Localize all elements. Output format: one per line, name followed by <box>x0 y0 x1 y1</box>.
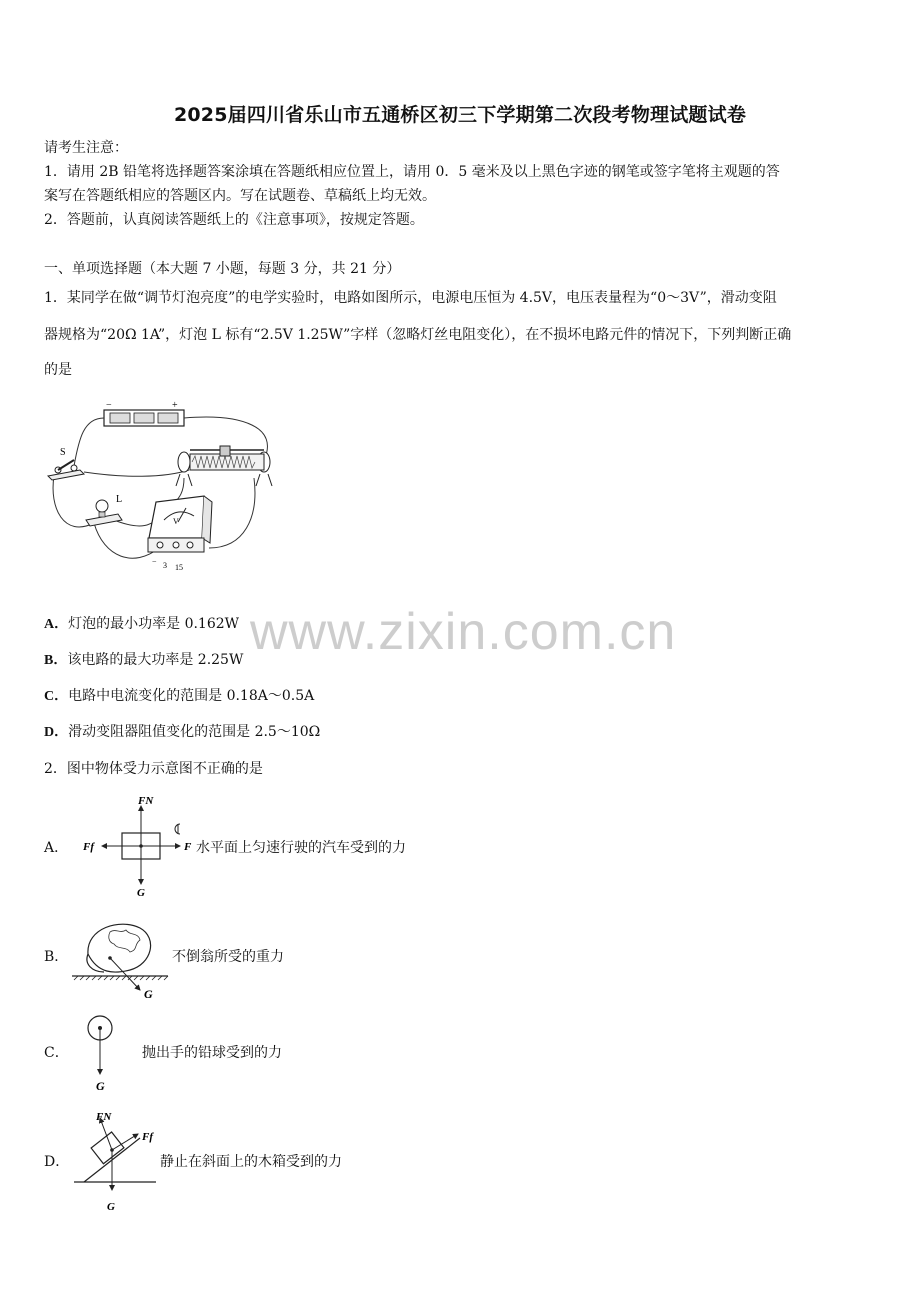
q2-option-d-letter: D． <box>44 1154 70 1170</box>
label-ff: Ff <box>83 841 94 853</box>
q1-option-d-letter: D． <box>44 725 69 740</box>
q2-option-a-text: 水平面上匀速行驶的汽车受到的力 <box>196 840 406 856</box>
force-diagram-car <box>80 792 200 900</box>
q2-option-c-text: 抛出手的铅球受到的力 <box>142 1045 282 1061</box>
watermark: www.zixin.com.cn <box>250 603 677 661</box>
q1-option-a-text: 灯泡的最小功率是 0.162W <box>68 616 240 632</box>
q1-stem-line-1: 1．某同学在做“调节灯泡亮度”的电学实验时，电路如图所示，电源电压恒为 4.5V，电压表量程为“0～3V”，滑动变阻 <box>44 290 777 306</box>
label-f: F <box>184 841 192 853</box>
document-title: 2025届四川省乐山市五通桥区初三下学期第二次段考物理试题试卷 <box>173 104 747 126</box>
label-fn-incline: FN <box>96 1111 112 1123</box>
label-ff-incline: Ff <box>142 1131 153 1143</box>
switch-label: S <box>60 447 66 458</box>
notice-item-1-line-2: 案写在答题纸相应的答题区内。写在试题卷、草稿纸上均无效。 <box>44 188 436 204</box>
q1-option-b-text: 该电路的最大功率是 2.25W <box>67 652 244 668</box>
label-g: G <box>137 887 145 899</box>
q1-option-a <box>44 612 239 637</box>
q1-stem-line-2: 器规格为“20Ω 1A”，灯泡 L 标有“2.5V 1.25W”字样（忽略灯丝电阻变化），在不损坏电路元件的情况下，下列判断正确 <box>44 327 792 343</box>
q1-option-c-text: 电路中电流变化的范围是 0.18A～0.5A <box>68 688 315 704</box>
notice-item-1-line-1: 1．请用 2B 铅笔将选择题答案涂填在答题纸相应位置上，请用 0．5 毫米及以上黑色字迹的钢笔或签字笔将主观题的答 <box>44 164 780 180</box>
q2-option-b-text: 不倒翁所受的重力 <box>172 949 284 965</box>
label-g-incline: G <box>107 1201 115 1213</box>
force-diagram-tumbler <box>70 914 172 1004</box>
lamp-label: L <box>116 494 123 505</box>
label-g-tumbler: G <box>144 987 153 1001</box>
terminal-3-label: 3 <box>163 561 167 570</box>
q2-option-a-letter: A． <box>44 840 69 856</box>
voltmeter-v-label: V <box>173 517 179 526</box>
switch-icon <box>48 460 84 480</box>
battery-plus-label: + <box>172 400 178 411</box>
q1-option-d-text: 滑动变阻器阻值变化的范围是 2.5～10Ω <box>68 724 321 740</box>
q1-option-b-letter: B． <box>44 653 68 668</box>
force-diagram-incline-box <box>70 1106 160 1214</box>
battery-icon <box>104 410 184 426</box>
q2-stem: 2．图中物体受力示意图不正确的是 <box>44 761 263 777</box>
battery-minus-label: − <box>106 400 112 411</box>
q2-option-c-letter: C． <box>44 1045 69 1061</box>
q2-option-b-letter: B． <box>44 949 69 965</box>
notice-heading: 请考生注意： <box>44 140 128 156</box>
label-g-shot: G <box>96 1079 105 1093</box>
terminal-minus-label: − <box>152 557 157 566</box>
section-heading: 一、单项选择题（本大题 7 小题，每题 3 分，共 21 分） <box>44 261 401 277</box>
q1-option-b <box>44 648 243 673</box>
rheostat-icon <box>176 446 272 486</box>
label-fn: FN <box>138 795 154 807</box>
q1-option-c <box>44 684 314 709</box>
force-diagram-shot-put <box>84 1010 124 1094</box>
q1-option-d <box>44 720 320 745</box>
q1-option-c-letter: C． <box>44 689 69 704</box>
q1-stem-line-3: 的是 <box>44 362 72 378</box>
voltmeter-icon <box>148 496 212 552</box>
terminal-15-label: 15 <box>175 563 183 572</box>
circuit-diagram <box>44 398 284 578</box>
q2-option-d-text: 静止在斜面上的木箱受到的力 <box>160 1154 342 1170</box>
notice-item-2: 2．答题前，认真阅读答题纸上的《注意事项》，按规定答题。 <box>44 212 424 228</box>
q1-option-a-letter: A． <box>44 617 69 632</box>
